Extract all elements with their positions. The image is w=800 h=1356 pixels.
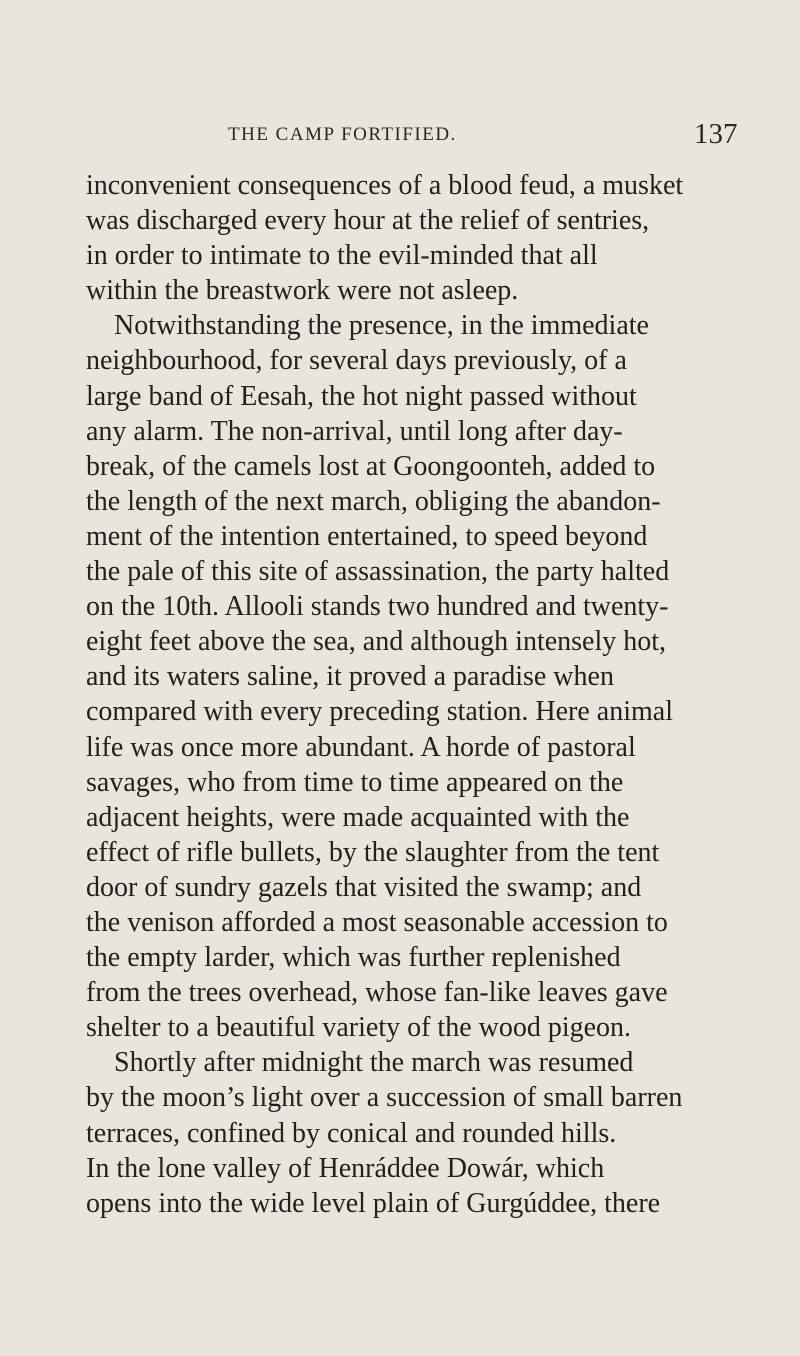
body-text	[86, 168, 796, 1221]
text-line: within the breastwork were not asleep.	[86, 275, 519, 307]
text-line: life was once more abundant. A horde of pastoral	[86, 731, 636, 763]
text-line: the venison afforded a most seasonable accession to	[86, 906, 668, 938]
text-line: inconvenient consequences of a blood feud, a musket	[86, 170, 684, 201]
running-head	[0, 116, 800, 152]
text-line: eight feet above the sea, and although intensely hot,	[86, 626, 667, 658]
text-line: large band of Eesah, the hot night passed without	[86, 380, 637, 412]
text-line: shelter to a beautiful variety of the wood pigeon.	[86, 1012, 632, 1044]
paragraph-start-line: Shortly after midnight the march was resumed	[114, 1047, 634, 1079]
text-line: on the 10th. Allooli stands two hundred and twenty-	[86, 591, 669, 623]
text-line: and its waters saline, it proved a paradise when	[86, 661, 614, 693]
text-line: savages, who from time to time appeared on the	[86, 766, 624, 798]
text-line: any alarm. The non-arrival, until long after day-	[86, 415, 623, 447]
text-line: the empty larder, which was further replenished	[86, 942, 621, 974]
text-line: ment of the intention entertained, to speed beyond	[86, 520, 648, 552]
text-line: by the moon’s light over a succession of small barren	[86, 1082, 683, 1114]
text-line: opens into the wide level plain of Gurgúddee, there	[86, 1187, 661, 1219]
text-line: terraces, confined by conical and rounded hills.	[86, 1117, 617, 1149]
text-line: door of sundry gazels that visited the swamp; and	[86, 871, 642, 903]
text-line: In the lone valley of Henráddee Dowár, which	[86, 1152, 605, 1184]
text-line: effect of rifle bullets, by the slaughter from the tent	[86, 836, 660, 868]
text-line: compared with every preceding station. Here animal	[86, 696, 673, 728]
page-number: 137	[694, 118, 738, 150]
text-line: neighbourhood, for several days previously, of a	[86, 345, 627, 377]
text-line: in order to intimate to the evil-minded that all	[86, 240, 598, 272]
text-line: adjacent heights, were made acquainted with the	[86, 801, 630, 833]
running-head-title: THE CAMP FORTIFIED.	[228, 124, 457, 145]
text-line: the length of the next march, obliging the abandon-	[86, 485, 661, 517]
text-line: from the trees overhead, whose fan-like leaves gave	[86, 977, 668, 1009]
text-line: was discharged every hour at the relief of sentries,	[86, 205, 650, 237]
text-line: the pale of this site of assassination, the party halted	[86, 556, 670, 588]
text-line: break, of the camels lost at Goongoonteh, added to	[86, 450, 656, 482]
paragraph-start-line: Notwithstanding the presence, in the immediate	[114, 310, 649, 342]
